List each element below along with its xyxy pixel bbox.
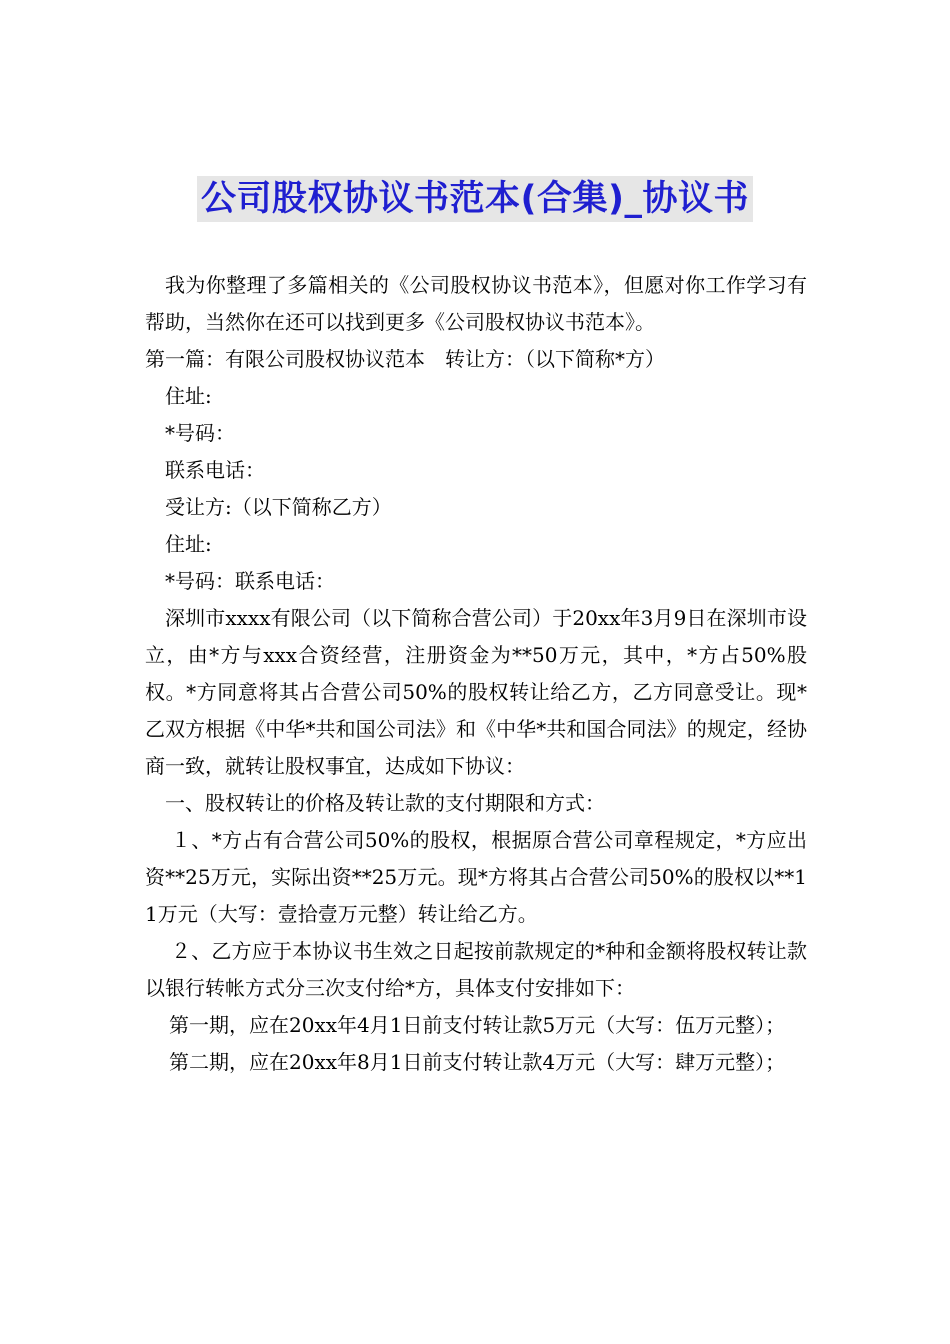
body-paragraph: 第一期，应在20xx年4月1日前支付转让款5万元（大写：伍万元整）； [169, 1013, 786, 1037]
body-paragraph: １、*方占有合营公司50%的股权，根据原合营公司章程规定，*方应出资**25万元，实际出资**25万元。现*方将其占合营公司50%的股权以**11万元（大写：壹拾壹万元整）转让给乙方。 [145, 828, 807, 926]
body-paragraph: 深圳市xxxx有限公司（以下简称合营公司）于20xx年3月9日在深圳市设立，由*方与xxx合资经营，注册资金为**50万元，其中，*方占50%股权。*方同意将其占合营公司50%的股权转让给乙方，乙方同意受让。现*乙双方根据《中华*共和国公司法》和《中华*共和国合同法》的规定，经协商一致，就转让股权事宜，达成如下协议： [145, 606, 807, 778]
body-paragraph: 受让方:（以下简称乙方） [165, 495, 392, 519]
document-title: 公司股权协议书范本(合集)_协议书 [197, 176, 753, 222]
body-paragraph: 联系电话： [165, 458, 265, 482]
body-paragraph: 住址: [165, 384, 212, 408]
body-paragraph: 我为你整理了多篇相关的《公司股权协议书范本》，但愿对你工作学习有帮助，当然你在还可以找到更多《公司股权协议书范本》。 [145, 273, 807, 334]
body-paragraph: 第一篇：有限公司股权协议范本 转让方：（以下简称*方） [145, 347, 665, 371]
body-paragraph: 住址: [165, 532, 212, 556]
body-paragraph: 一、股权转让的价格及转让款的支付期限和方式： [165, 791, 605, 815]
body-paragraph: *号码：联系电话： [165, 569, 335, 593]
body-paragraph: 第二期，应在20xx年8月1日前支付转让款4万元（大写：肆万元整）； [169, 1050, 786, 1074]
body-paragraph: *号码： [165, 421, 235, 445]
document-body [145, 267, 807, 1081]
title-container [0, 176, 950, 222]
body-paragraph: ２、乙方应于本协议书生效之日起按前款规定的*种和金额将股权转让款以银行转帐方式分三次支付给*方，具体支付安排如下： [145, 939, 807, 1000]
